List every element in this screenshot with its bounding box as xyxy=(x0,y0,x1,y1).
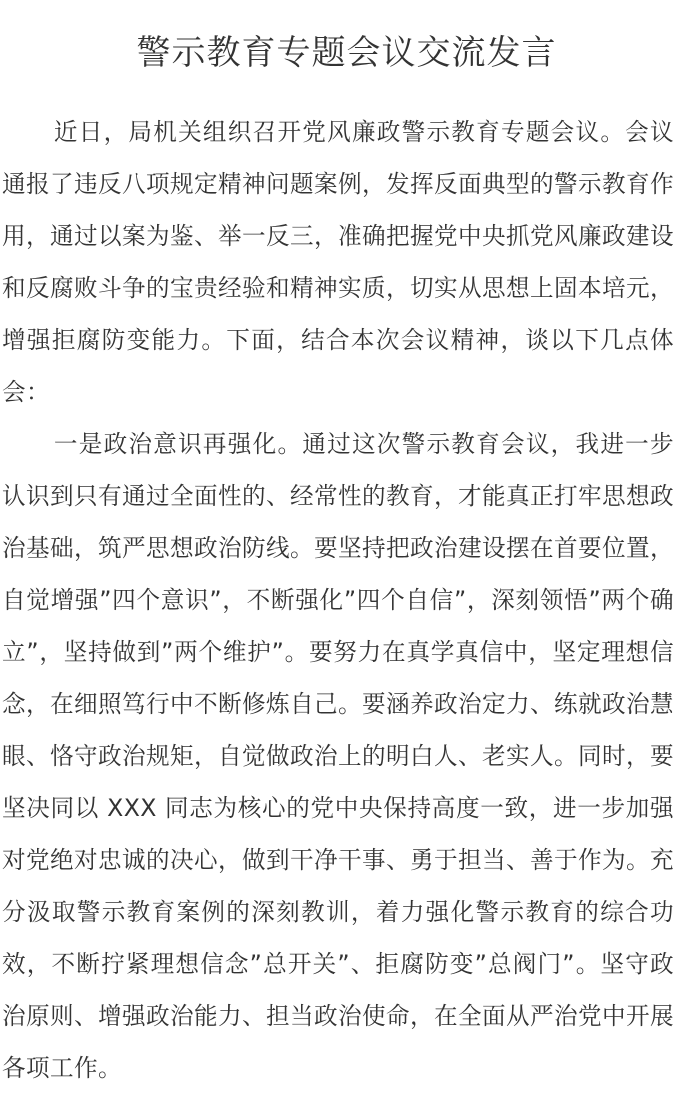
paragraph-political-awareness: 一是政治意识再强化。通过这次警示教育会议，我进一步认识到只有通过全面性的、经常性的教育，才能真正打牢思想政治基础，筑严思想政治防线。要坚持把政治建设摆在首要位置，自觉增强”四个意识”，不断强化”四个自信”，深刻领悟”两个确立”，坚持做到”两个维护”。要努力在真学真信中，坚定理想信念，在细照笃行中不断修炼自己。要涵养政治定力、练就政治慧眼、恪守政治规矩，自觉做政治上的明白人、老实人。同时，要坚决同以 XXX 同志为核心的党中央保持高度一致，进一步加强对党绝对忠诚的决心，做到干净干事、勇于担当、善于作为。充分汲取警示教育案例的深刻教训，着力强化警示教育的综合功效，不断拧紧理想信念”总开关”、拒腐防变”总阀门”。坚守政治原则、增强政治能力、担当政治使命，在全面从严治党中开展各项工作。 xyxy=(2,430,674,1082)
paragraph-intro: 近日，局机关组织召开党风廉政警示教育专题会议。会议通报了违反八项规定精神问题案例，发挥反面典型的警示教育作用，通过以案为鉴、举一反三，准确把握党中央抓党风廉政建设和反腐败斗争的宝贵经验和精神实质，切实从思想上固本培元，增强拒腐防变能力。下面，结合本次会议精神，谈以下几点体会： xyxy=(2,118,674,406)
document-body xyxy=(2,106,674,1094)
document-title: 警示教育专题会议交流发言 xyxy=(136,33,557,73)
